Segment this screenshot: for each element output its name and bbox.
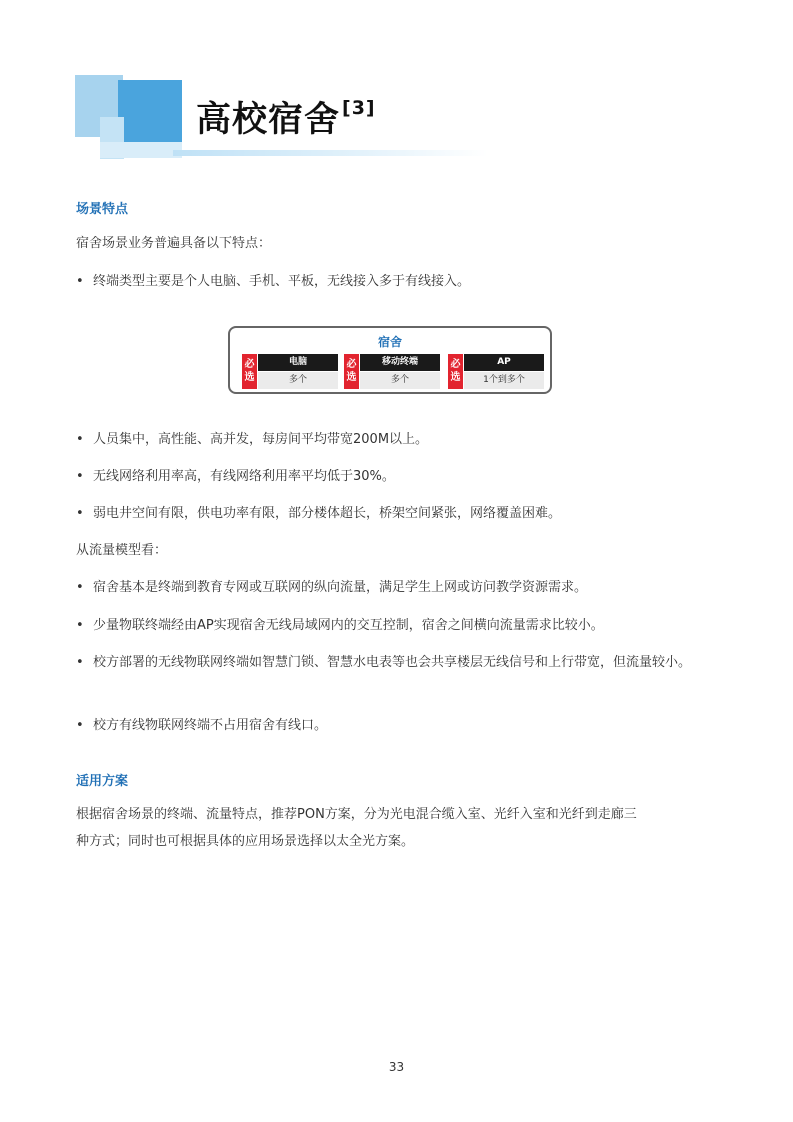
list-item: • 弱电井空间有限，供电功率有限，部分楼体超长，桥架空间紧张，网络覆盖困难。 xyxy=(76,500,716,527)
bullet-dot: • xyxy=(76,618,84,633)
header-underline xyxy=(173,150,488,156)
solution-line: 根据宿舍场景的终端、流量特点，推荐PON方案，分为光电混合缆入室、光纤入室和光纤到走廊三 xyxy=(76,807,637,822)
item-name: AP xyxy=(464,354,544,371)
list-item: • 宿舍基本是终端到教育专网或互联网的纵向流量，满足学生上网或访问教学资源需求。 xyxy=(76,574,716,601)
item-name: 电脑 xyxy=(258,354,338,371)
dormitory-diagram xyxy=(228,326,552,394)
bullet-dot: • xyxy=(76,655,84,670)
header-decoration-block xyxy=(118,80,182,142)
scene-intro: 宿舍场景业务普遍具备以下特点： xyxy=(76,236,272,251)
bullet-dot: • xyxy=(76,580,84,595)
diagram-title: 宿舍 xyxy=(377,335,402,349)
section-heading-scene: 场景特点 xyxy=(76,202,129,217)
page-title xyxy=(196,92,376,142)
diagram-item-ap xyxy=(448,354,544,389)
list-item: • 校方有线物联网终端不占用宿舍有线口。 xyxy=(76,712,716,739)
bullet-dot: • xyxy=(76,432,84,447)
diagram-item-pc xyxy=(242,354,338,389)
item-quantity: 多个 xyxy=(258,372,338,389)
item-quantity: 多个 xyxy=(360,372,440,389)
diagram-item-mobile xyxy=(344,354,440,389)
bullet-dot: • xyxy=(76,469,84,484)
header-decoration-block xyxy=(100,142,182,158)
required-badge: 必选 xyxy=(344,354,359,389)
list-item: • 少量物联终端经由AP实现宿舍无线局域网内的交互控制，宿舍之间横向流量需求比较小。 xyxy=(76,612,716,639)
page-title-text: 高校宿舍 xyxy=(196,100,341,140)
required-badge: 必选 xyxy=(242,354,257,389)
section-heading-solution: 适用方案 xyxy=(76,774,129,789)
solution-line: 种方式；同时也可根据具体的应用场景选择以太全光方案。 xyxy=(76,834,415,849)
list-item: • 无线网络利用率高，有线网络利用率平均低于30%。 xyxy=(76,463,716,490)
page-number: 33 xyxy=(388,1060,405,1074)
item-quantity: 1个到多个 xyxy=(464,372,544,389)
bullet-dot: • xyxy=(76,718,84,733)
bullet-dot: • xyxy=(76,506,84,521)
required-badge: 必选 xyxy=(448,354,463,389)
list-item: • 校方部署的无线物联网终端如智慧门锁、智慧水电表等也会共享楼层无线信号和上行带宽，但流量较小。 xyxy=(76,649,716,676)
traffic-intro: 从流量模型看： xyxy=(76,543,168,558)
item-name: 移动终端 xyxy=(360,354,440,371)
title-reference: [3] xyxy=(342,97,376,120)
list-item: • 终端类型主要是个人电脑、手机、平板，无线接入多于有线接入。 xyxy=(76,268,716,295)
bullet-dot: • xyxy=(76,274,84,289)
list-item: • 人员集中，高性能、高并发，每房间平均带宽200M以上。 xyxy=(76,426,716,453)
